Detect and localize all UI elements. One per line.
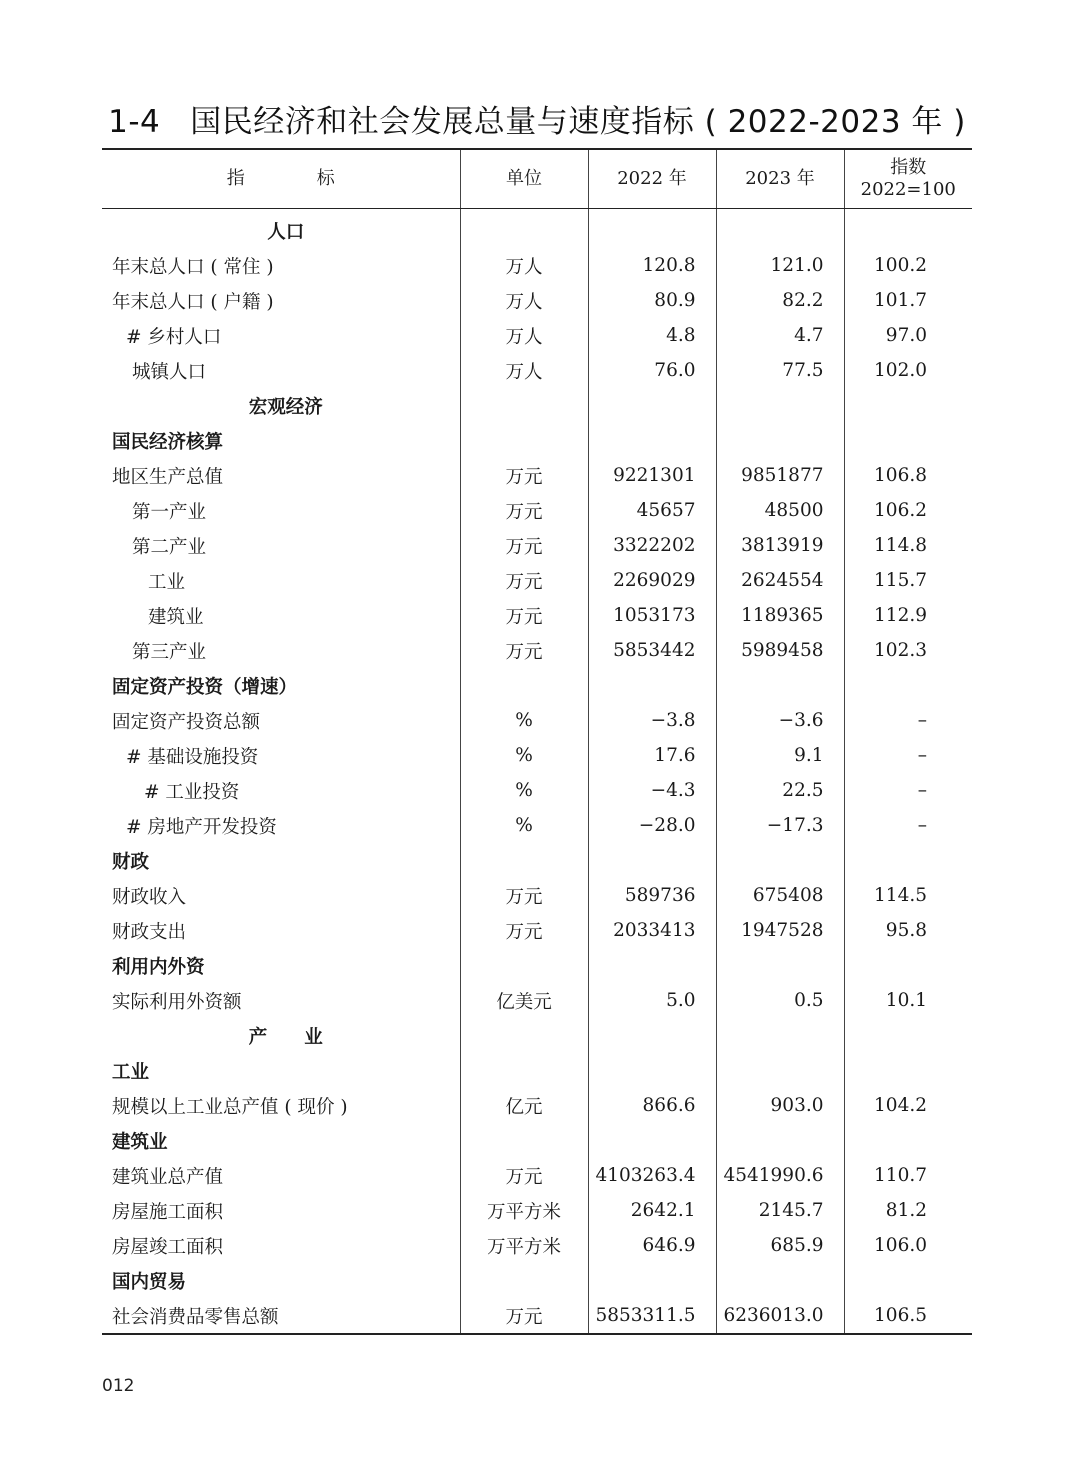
empty-cell — [588, 948, 716, 983]
row-unit: 万平方米 — [460, 1228, 588, 1263]
row-value-2022: 646.9 — [588, 1228, 716, 1263]
table-row — [102, 1158, 972, 1193]
row-value-2023: 675408 — [716, 878, 844, 913]
row-unit: 万人 — [460, 318, 588, 353]
row-value-2022: 5853311.5 — [588, 1298, 716, 1334]
row-index: 100.2 — [844, 248, 972, 283]
row-unit: 万元 — [460, 1298, 588, 1334]
row-value-2023: 5989458 — [716, 633, 844, 668]
table-title: 国民经济和社会发展总量与速度指标 ( 2022-2023 年 ) — [190, 104, 966, 140]
row-index: 106.2 — [844, 493, 972, 528]
section-row — [102, 209, 972, 249]
section-row — [102, 1018, 972, 1053]
row-index: 114.5 — [844, 878, 972, 913]
section-heading: 建筑业 — [112, 1131, 168, 1153]
row-value-2022: 2642.1 — [588, 1193, 716, 1228]
row-index: 112.9 — [844, 598, 972, 633]
row-index: 95.8 — [844, 913, 972, 948]
header-2022: 2022 年 — [588, 149, 716, 209]
empty-cell — [588, 388, 716, 423]
row-label: 房屋施工面积 — [112, 1201, 224, 1223]
header-indicator: 指 标 — [102, 149, 460, 209]
table-row — [102, 1088, 972, 1123]
row-value-2023: 0.5 — [716, 983, 844, 1018]
empty-cell — [844, 423, 972, 458]
row-label: # 基础设施投资 — [126, 746, 259, 768]
empty-cell — [716, 209, 844, 249]
empty-cell — [716, 843, 844, 878]
row-index: 106.0 — [844, 1228, 972, 1263]
row-index: 102.3 — [844, 633, 972, 668]
row-unit: 万元 — [460, 598, 588, 633]
row-index: – — [844, 808, 972, 843]
row-index: 97.0 — [844, 318, 972, 353]
table-row — [102, 703, 972, 738]
row-label: 第二产业 — [132, 536, 207, 558]
section-heading: 产 业 — [248, 1026, 323, 1048]
empty-cell — [460, 388, 588, 423]
row-value-2022: −28.0 — [588, 808, 716, 843]
empty-cell — [460, 1263, 588, 1298]
row-value-2023: 1947528 — [716, 913, 844, 948]
empty-cell — [844, 1018, 972, 1053]
row-value-2023: 9851877 — [716, 458, 844, 493]
section-heading: 利用内外资 — [112, 956, 205, 978]
empty-cell — [588, 1018, 716, 1053]
row-value-2022: 9221301 — [588, 458, 716, 493]
empty-cell — [460, 1123, 588, 1158]
header-index-line2: 2022=100 — [860, 179, 956, 200]
page-title — [0, 96, 1074, 141]
table-row — [102, 458, 972, 493]
row-unit: 万人 — [460, 283, 588, 318]
section-row — [102, 423, 972, 458]
row-value-2022: 2269029 — [588, 563, 716, 598]
row-index: – — [844, 703, 972, 738]
row-index: 101.7 — [844, 283, 972, 318]
row-value-2023: 77.5 — [716, 353, 844, 388]
table-row — [102, 283, 972, 318]
row-index: 10.1 — [844, 983, 972, 1018]
row-value-2022: 1053173 — [588, 598, 716, 633]
row-index: 81.2 — [844, 1193, 972, 1228]
empty-cell — [716, 948, 844, 983]
row-value-2023: 1189365 — [716, 598, 844, 633]
row-value-2023: −3.6 — [716, 703, 844, 738]
section-row — [102, 1263, 972, 1298]
row-value-2022: 80.9 — [588, 283, 716, 318]
row-unit: 万元 — [460, 458, 588, 493]
row-label: 财政收入 — [112, 886, 187, 908]
section-row — [102, 1123, 972, 1158]
row-unit: 万元 — [460, 563, 588, 598]
row-value-2022: 5.0 — [588, 983, 716, 1018]
row-unit: 万元 — [460, 1158, 588, 1193]
row-value-2023: 121.0 — [716, 248, 844, 283]
header-index-line1: 指数 — [890, 157, 927, 178]
empty-cell — [588, 1053, 716, 1088]
row-value-2023: 903.0 — [716, 1088, 844, 1123]
row-index: 104.2 — [844, 1088, 972, 1123]
row-unit: 万人 — [460, 353, 588, 388]
empty-cell — [844, 1263, 972, 1298]
row-value-2023: 6236013.0 — [716, 1298, 844, 1334]
table-row — [102, 493, 972, 528]
row-value-2023: 22.5 — [716, 773, 844, 808]
empty-cell — [460, 843, 588, 878]
empty-cell — [716, 388, 844, 423]
table-row — [102, 318, 972, 353]
row-label: 财政支出 — [112, 921, 187, 943]
row-unit: 亿元 — [460, 1088, 588, 1123]
row-label: 社会消费品零售总额 — [112, 1306, 279, 1328]
row-label: # 乡村人口 — [126, 326, 222, 348]
row-value-2023: 2145.7 — [716, 1193, 844, 1228]
row-value-2022: 3322202 — [588, 528, 716, 563]
row-value-2022: −3.8 — [588, 703, 716, 738]
section-heading: 国内贸易 — [112, 1271, 187, 1293]
table-row — [102, 1193, 972, 1228]
empty-cell — [588, 423, 716, 458]
row-unit: 万元 — [460, 493, 588, 528]
section-row — [102, 1053, 972, 1088]
empty-cell — [844, 1123, 972, 1158]
row-index: 106.5 — [844, 1298, 972, 1334]
row-unit: 亿美元 — [460, 983, 588, 1018]
row-unit: % — [460, 773, 588, 808]
table-row — [102, 808, 972, 843]
row-label: 年末总人口 ( 户籍 ) — [112, 291, 274, 313]
empty-cell — [460, 423, 588, 458]
empty-cell — [588, 1123, 716, 1158]
section-row — [102, 668, 972, 703]
page-number: 012 — [102, 1376, 135, 1396]
section-heading: 国民经济核算 — [112, 431, 224, 453]
section-heading: 宏观经济 — [248, 396, 323, 418]
row-unit: 万人 — [460, 248, 588, 283]
row-unit: 万元 — [460, 878, 588, 913]
empty-cell — [460, 209, 588, 249]
section-row — [102, 948, 972, 983]
row-index: 114.8 — [844, 528, 972, 563]
empty-cell — [460, 668, 588, 703]
section-heading: 工业 — [112, 1061, 150, 1083]
row-value-2022: 4.8 — [588, 318, 716, 353]
row-value-2022: −4.3 — [588, 773, 716, 808]
row-label: 第一产业 — [132, 501, 207, 523]
empty-cell — [716, 1018, 844, 1053]
empty-cell — [588, 668, 716, 703]
row-value-2023: 9.1 — [716, 738, 844, 773]
empty-cell — [716, 423, 844, 458]
table-row — [102, 878, 972, 913]
table-row — [102, 773, 972, 808]
empty-cell — [588, 209, 716, 249]
row-value-2022: 45657 — [588, 493, 716, 528]
table-row — [102, 913, 972, 948]
row-index: – — [844, 773, 972, 808]
row-value-2023: 4.7 — [716, 318, 844, 353]
empty-cell — [844, 668, 972, 703]
header-unit: 单位 — [460, 149, 588, 209]
row-value-2022: 120.8 — [588, 248, 716, 283]
row-unit: 万元 — [460, 913, 588, 948]
row-label: 第三产业 — [132, 641, 207, 663]
row-unit: 万元 — [460, 528, 588, 563]
section-row — [102, 843, 972, 878]
table-row — [102, 353, 972, 388]
row-value-2023: 4541990.6 — [716, 1158, 844, 1193]
header-index — [844, 149, 972, 209]
row-label: 规模以上工业总产值 ( 现价 ) — [112, 1096, 348, 1118]
empty-cell — [716, 1263, 844, 1298]
row-value-2023: −17.3 — [716, 808, 844, 843]
empty-cell — [460, 948, 588, 983]
row-label: # 房地产开发投资 — [126, 816, 277, 838]
table-row — [102, 563, 972, 598]
row-value-2022: 866.6 — [588, 1088, 716, 1123]
table-row — [102, 633, 972, 668]
table-row — [102, 248, 972, 283]
empty-cell — [844, 209, 972, 249]
row-value-2023: 685.9 — [716, 1228, 844, 1263]
empty-cell — [716, 1123, 844, 1158]
table-row — [102, 738, 972, 773]
table-body — [102, 209, 972, 1335]
row-label: 工业 — [148, 571, 186, 593]
section-heading: 人口 — [267, 221, 305, 243]
row-unit: % — [460, 738, 588, 773]
row-label: 房屋竣工面积 — [112, 1236, 224, 1258]
empty-cell — [716, 1053, 844, 1088]
row-value-2022: 76.0 — [588, 353, 716, 388]
row-index: 102.0 — [844, 353, 972, 388]
header-2023: 2023 年 — [716, 149, 844, 209]
row-value-2022: 17.6 — [588, 738, 716, 773]
empty-cell — [588, 1263, 716, 1298]
row-label: 年末总人口 ( 常住 ) — [112, 256, 274, 278]
row-label: # 工业投资 — [144, 781, 240, 803]
row-label: 建筑业 — [148, 606, 204, 628]
table-number: 1-4 — [108, 104, 161, 140]
table-row — [102, 983, 972, 1018]
row-unit: 万元 — [460, 633, 588, 668]
row-label: 城镇人口 — [132, 361, 207, 383]
row-index: 106.8 — [844, 458, 972, 493]
row-value-2022: 2033413 — [588, 913, 716, 948]
row-value-2023: 3813919 — [716, 528, 844, 563]
empty-cell — [844, 388, 972, 423]
row-value-2022: 589736 — [588, 878, 716, 913]
empty-cell — [460, 1018, 588, 1053]
row-label: 地区生产总值 — [112, 466, 224, 488]
empty-cell — [844, 1053, 972, 1088]
row-index: – — [844, 738, 972, 773]
row-value-2022: 5853442 — [588, 633, 716, 668]
row-value-2023: 82.2 — [716, 283, 844, 318]
table-row — [102, 1228, 972, 1263]
indicator-table — [102, 148, 972, 1335]
row-value-2022: 4103263.4 — [588, 1158, 716, 1193]
table-row — [102, 598, 972, 633]
row-label: 建筑业总产值 — [112, 1166, 224, 1188]
row-unit: % — [460, 808, 588, 843]
row-label: 固定资产投资总额 — [112, 711, 261, 733]
row-value-2023: 2624554 — [716, 563, 844, 598]
header-row — [102, 149, 972, 209]
empty-cell — [716, 668, 844, 703]
empty-cell — [460, 1053, 588, 1088]
section-heading: 财政 — [112, 851, 150, 873]
table-row — [102, 528, 972, 563]
empty-cell — [844, 948, 972, 983]
row-value-2023: 48500 — [716, 493, 844, 528]
section-row — [102, 388, 972, 423]
section-heading: 固定资产投资（增速） — [112, 676, 298, 698]
row-unit: 万平方米 — [460, 1193, 588, 1228]
empty-cell — [844, 843, 972, 878]
table-row — [102, 1298, 972, 1334]
row-index: 115.7 — [844, 563, 972, 598]
row-index: 110.7 — [844, 1158, 972, 1193]
row-unit: % — [460, 703, 588, 738]
row-label: 实际利用外资额 — [112, 991, 242, 1013]
empty-cell — [588, 843, 716, 878]
